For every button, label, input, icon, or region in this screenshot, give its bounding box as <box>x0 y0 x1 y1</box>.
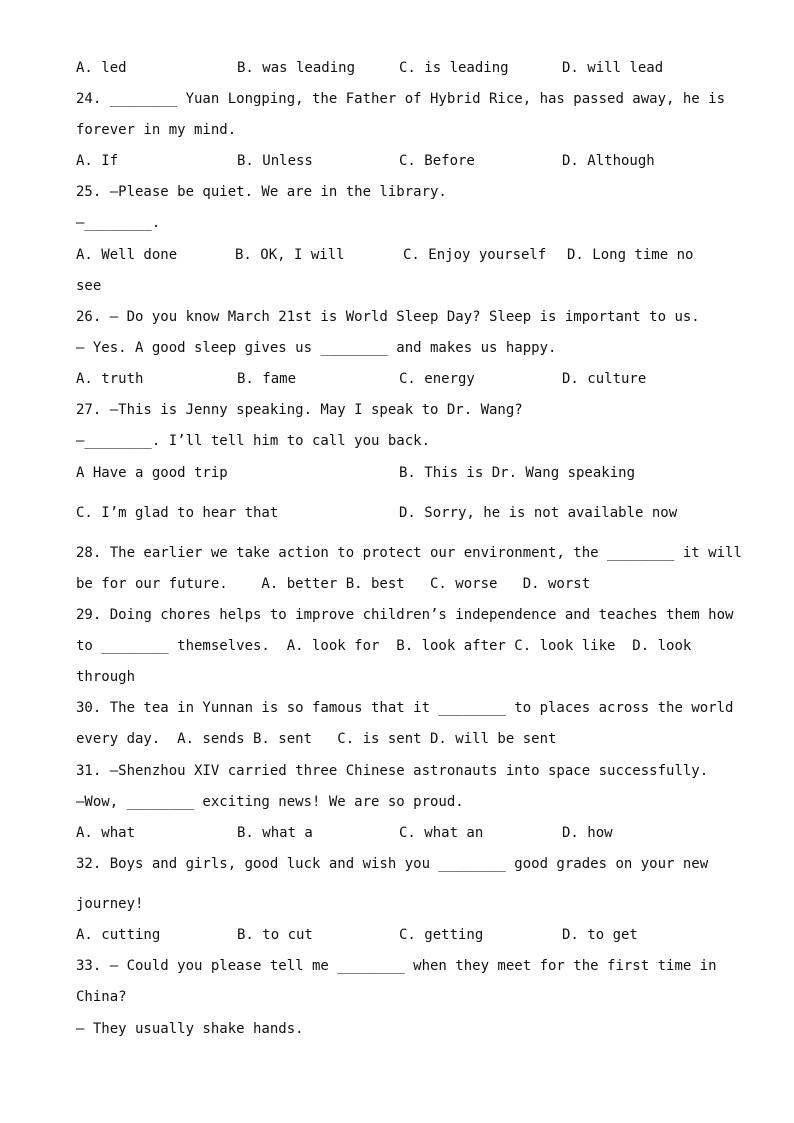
q31-option-d: D. how <box>562 825 613 841</box>
q25-option-a: A. Well done <box>76 247 178 263</box>
q32-stem: 32. Boys and girls, good luck and wish you ________ good grades on your new <box>76 856 709 872</box>
q26-response: — Yes. A good sleep gives us ________ and makes us happy. <box>76 340 557 356</box>
q24-stem-cont: forever in my mind. <box>76 122 237 138</box>
q29-stem-options: to ________ themselves. A. look for B. look after C. look like D. look <box>76 638 692 654</box>
q25-response: —________. <box>76 215 161 231</box>
q26-option-a: A. truth <box>76 371 144 387</box>
q31-response: —Wow, ________ exciting news! We are so proud. <box>76 794 464 810</box>
q24-option-d: D. Although <box>562 153 655 169</box>
q26-stem: 26. — Do you know March 21st is World Sleep Day? Sleep is important to us. <box>76 309 700 325</box>
q32-option-d: D. to get <box>562 927 638 943</box>
q24-option-c: C. Before <box>399 153 475 169</box>
q23-option-d: D. will lead <box>562 60 664 76</box>
q33-stem-cont: China? <box>76 989 127 1005</box>
q28-stem: 28. The earlier we take action to protect our environment, the ________ it will <box>76 545 742 561</box>
q31-stem: 31. —Shenzhou XIV carried three Chinese astronauts into space successfully. <box>76 763 709 779</box>
q32-option-a: A. cutting <box>76 927 161 943</box>
q25-stem: 25. —Please be quiet. We are in the library. <box>76 184 447 200</box>
q27-stem: 27. —This is Jenny speaking. May I speak to Dr. Wang? <box>76 402 523 418</box>
q26-option-d: D. culture <box>562 371 647 387</box>
q30-stem-options: every day. A. sends B. sent C. is sent D. will be sent <box>76 731 557 747</box>
q23-option-c: C. is leading <box>399 60 509 76</box>
q27-option-b: B. This is Dr. Wang speaking <box>399 465 636 481</box>
q33-response: — They usually shake hands. <box>76 1021 304 1037</box>
q23-option-b: B. was leading <box>237 60 356 76</box>
q32-option-c: C. getting <box>399 927 484 943</box>
q27-option-d: D. Sorry, he is not available now <box>399 505 678 521</box>
q27-option-c: C. I’m glad to hear that <box>76 505 279 521</box>
q26-option-b: B. fame <box>237 371 297 387</box>
q31-option-c: C. what an <box>399 825 484 841</box>
q31-option-a: A. what <box>76 825 136 841</box>
q25-option-c: C. Enjoy yourself <box>403 247 547 263</box>
q28-stem-options: be for our future. A. better B. best C. worse D. worst <box>76 576 591 592</box>
q25-option-d-cont: see <box>76 278 102 294</box>
q24-option-a: A. If <box>76 153 119 169</box>
q27-response: —________. I’ll tell him to call you back. <box>76 433 431 449</box>
q31-option-b: B. what a <box>237 825 313 841</box>
q29-option-d-cont: through <box>76 669 136 685</box>
q26-option-c: C. energy <box>399 371 475 387</box>
q33-stem: 33. — Could you please tell me ________ when they meet for the first time in <box>76 958 717 974</box>
q25-option-d: D. Long time no <box>567 247 694 263</box>
q27-option-a: A Have a good trip <box>76 465 228 481</box>
q29-stem: 29. Doing chores helps to improve children’s independence and teaches them how <box>76 607 734 623</box>
q24-stem: 24. ________ Yuan Longping, the Father of Hybrid Rice, has passed away, he is <box>76 91 726 107</box>
q23-option-a: A. led <box>76 60 127 76</box>
q30-stem: 30. The tea in Yunnan is so famous that it ________ to places across the world <box>76 700 734 716</box>
q25-option-b: B. OK, I will <box>235 247 345 263</box>
q32-stem-cont: journey! <box>76 896 144 912</box>
q32-option-b: B. to cut <box>237 927 313 943</box>
q24-option-b: B. Unless <box>237 153 313 169</box>
